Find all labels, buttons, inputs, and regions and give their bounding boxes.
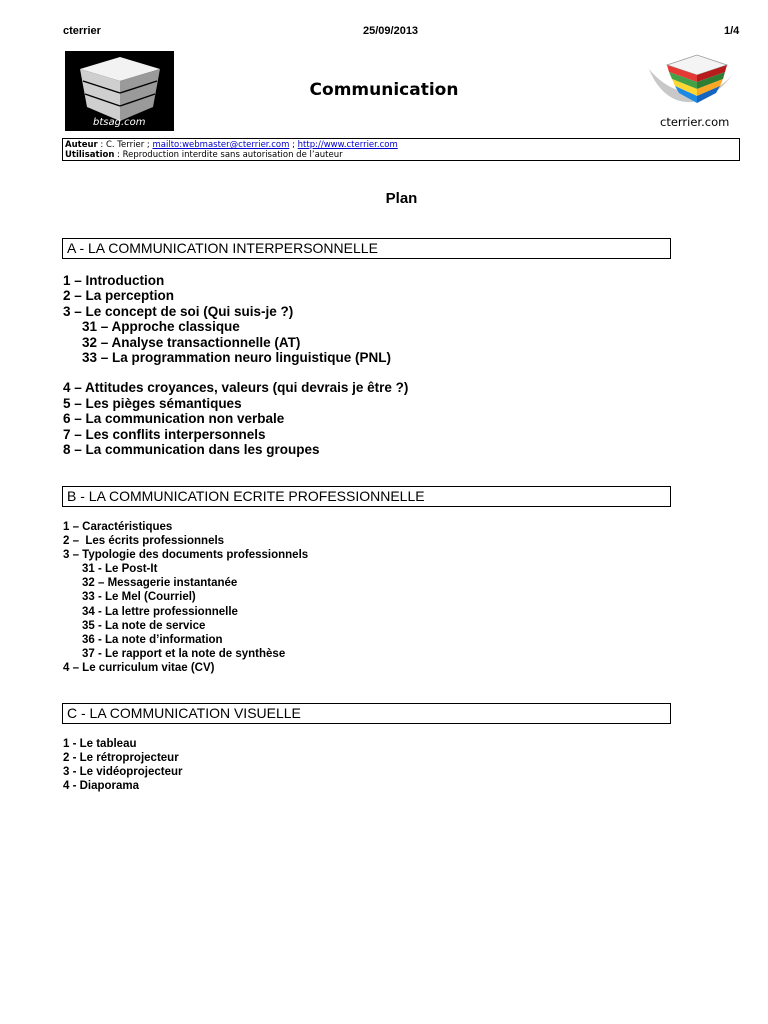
author-info-box: [62, 138, 740, 161]
list-item: 3 – Typologie des documents professionnels: [63, 549, 309, 562]
header-page-number: 1/4: [724, 25, 740, 37]
list-subitem: 35 - La note de service: [82, 619, 206, 632]
usage-label: Utilisation: [65, 150, 115, 160]
email-link[interactable]: mailto:webmaster@cterrier.com: [152, 140, 290, 150]
list-subitem: 34 - La lettre professionnelle: [82, 605, 238, 618]
list-item: 1 – Introduction: [63, 273, 165, 288]
usage-line: [65, 150, 737, 160]
list-item: 6 – La communication non verbale: [63, 411, 285, 427]
list-subitem: 33 – La programmation neuro linguistique (PNL): [82, 350, 392, 366]
list-subitem: 37 - Le rapport et la note de synthèse: [82, 647, 286, 660]
section-b-heading: B - LA COMMUNICATION ECRITE PROFESSIONNELLE: [62, 486, 671, 507]
section-a-list: [63, 273, 408, 457]
list-item: 4 – Le curriculum vitae (CV): [63, 661, 215, 674]
list-item: 8 – La communication dans les groupes: [63, 442, 320, 458]
list-subitem: 31 – Approche classique: [82, 319, 240, 335]
list-item: 4 – Attitudes croyances, valeurs (qui devrais je être ?): [63, 380, 409, 396]
cterrier-logo: [645, 51, 745, 133]
link-separator: ;: [289, 140, 298, 150]
list-item: 3 - Le vidéoprojecteur: [63, 766, 183, 779]
website-link[interactable]: http://www.cterrier.com: [297, 140, 398, 150]
list-subitem: 36 - La note d’information: [82, 633, 223, 646]
plan-title: Plan: [385, 190, 418, 207]
section-b-list: [63, 520, 308, 675]
header-author: cterrier: [63, 25, 101, 37]
btsag-logo-label: btsag.com: [93, 117, 146, 128]
author-line: [65, 140, 737, 150]
list-item: 7 – Les conflits interpersonnels: [63, 426, 266, 442]
author-label: Auteur: [65, 140, 98, 150]
list-item: 2 – Les écrits professionnels: [63, 535, 225, 548]
list-subitem: 32 – Analyse transactionnelle (AT): [82, 334, 301, 350]
usage-text: : Reproduction interdite sans autorisation de l’auteur: [114, 150, 343, 160]
list-subitem: 32 – Messagerie instantanée: [82, 577, 238, 590]
list-item: 1 – Caractéristiques: [63, 521, 173, 533]
document-title: Communication: [309, 80, 459, 100]
cterrier-logo-label: cterrier.com: [660, 115, 730, 129]
list-item: 1 - Le tableau: [63, 738, 137, 750]
header-date: 25/09/2013: [363, 25, 419, 37]
section-a-heading: A - LA COMMUNICATION INTERPERSONNELLE: [62, 238, 671, 259]
list-item: 2 - Le rétroprojecteur: [63, 752, 179, 765]
list-item: 4 - Diaporama: [63, 780, 140, 793]
list-subitem: 33 - Le Mel (Courriel): [82, 591, 196, 604]
list-subitem: 31 - Le Post-It: [82, 563, 158, 576]
section-c-heading: C - LA COMMUNICATION VISUELLE: [62, 703, 671, 724]
section-c-list: [63, 737, 183, 793]
author-name: : C. Terrier ;: [97, 140, 153, 150]
list-item: 5 – Les pièges sémantiques: [63, 395, 242, 411]
list-item: 3 – Le concept de soi (Qui suis-je ?): [63, 303, 294, 319]
list-item: 2 – La perception: [63, 288, 175, 304]
